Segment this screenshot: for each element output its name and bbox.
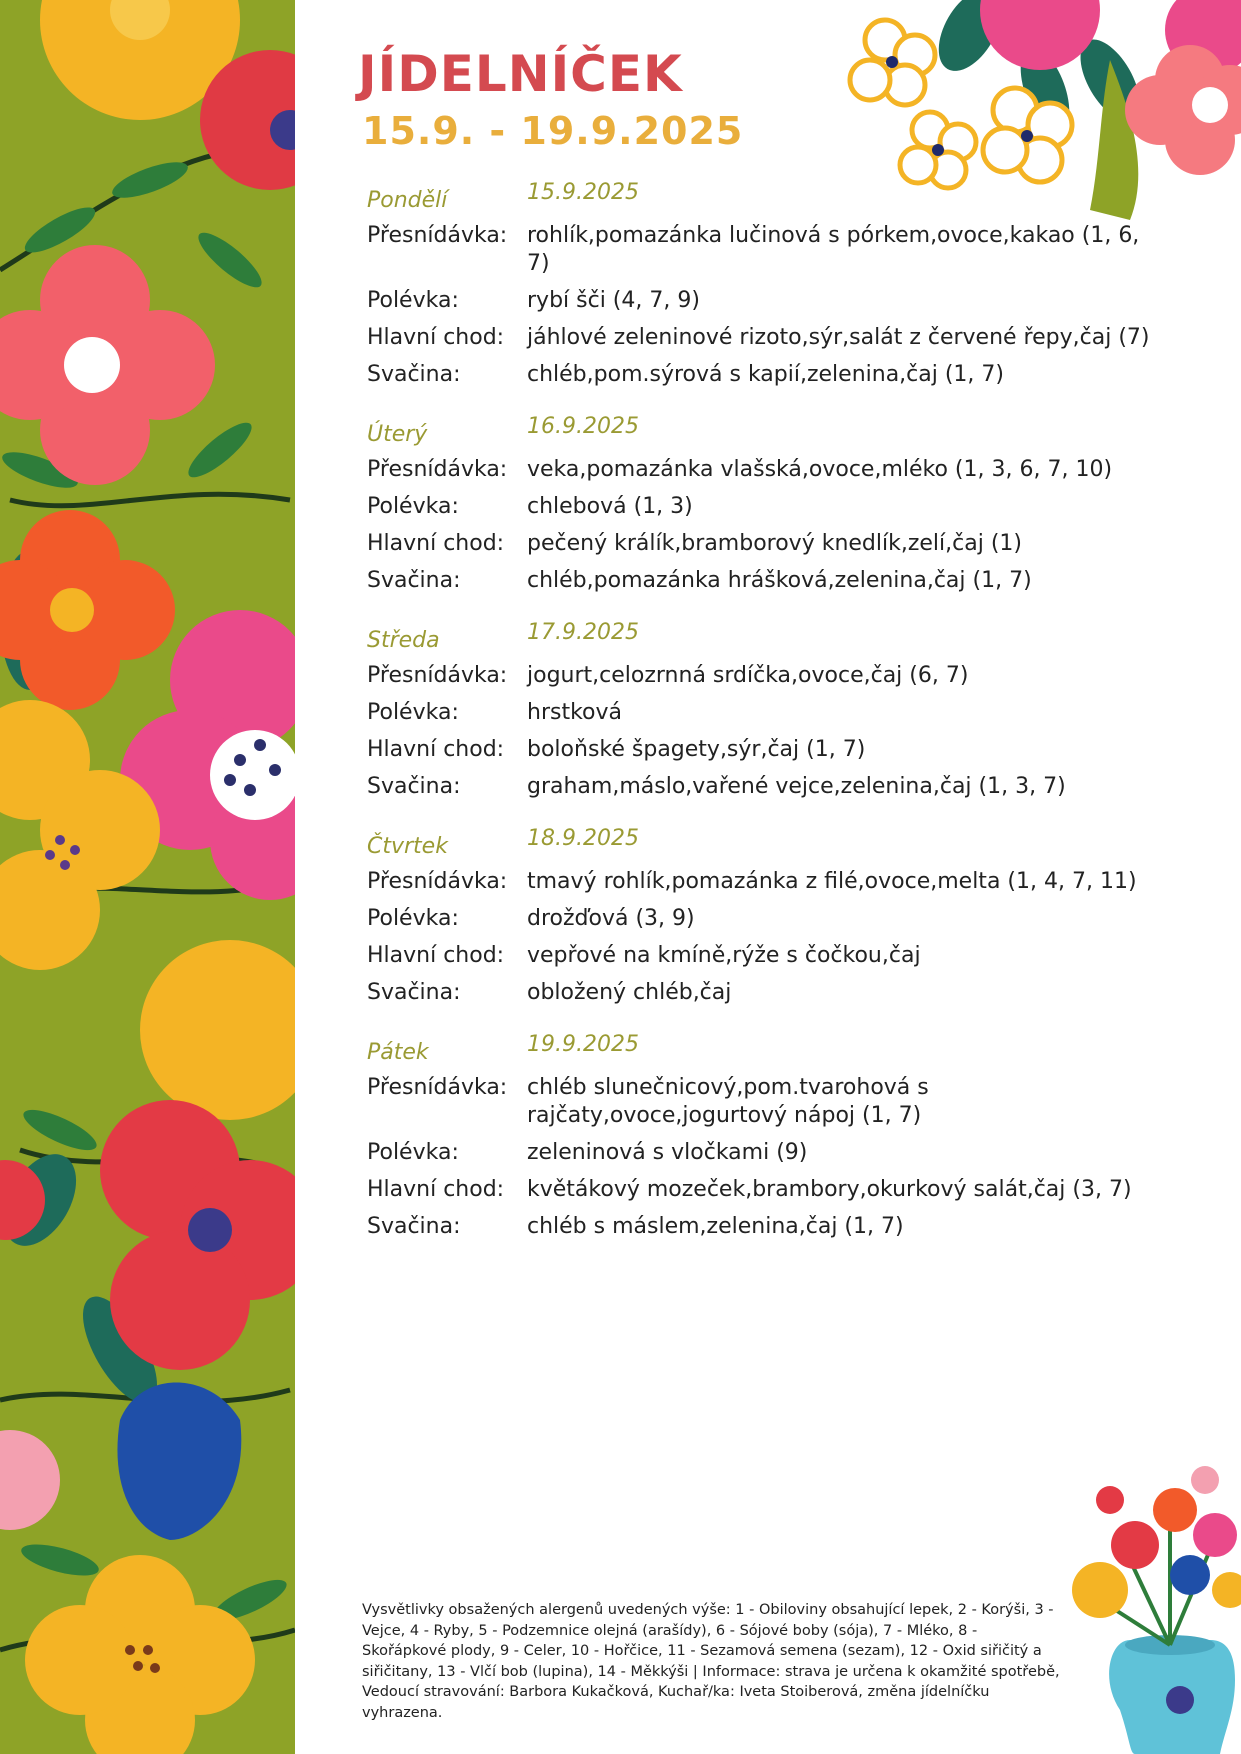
meal-text: tmavý rohlík,pomazánka z filé,ovoce,melta (1, 4, 7, 11) <box>527 869 1137 894</box>
meal-label: Hlavní chod: <box>367 737 505 762</box>
page-title: JÍDELNÍČEK <box>358 45 683 103</box>
meal-label: Polévka: <box>367 1140 459 1165</box>
meal-text: chléb slunečnicový,pom.tvarohová s rajčaty,ovoce,jogurtový nápoj (1, 7) <box>527 1075 929 1128</box>
meal-row-snack-morning <box>367 662 1157 690</box>
meal-label: Přesnídávka: <box>367 663 508 688</box>
meal-label: Polévka: <box>367 494 459 519</box>
meal-text: veka,pomazánka vlašská,ovoce,mléko (1, 3, 6, 7, 10) <box>527 457 1113 482</box>
meal-text: jáhlové zeleninové rizoto,sýr,salát z červené řepy,čaj (7) <box>527 325 1150 350</box>
meal-text: jogurt,celozrnná srdíčka,ovoce,čaj (6, 7) <box>527 663 969 688</box>
day-date: 15.9.2025 <box>527 180 639 205</box>
day-section-friday <box>367 1032 1157 1241</box>
meal-text: chlebová (1, 3) <box>527 494 693 519</box>
meal-label: Svačina: <box>367 774 461 799</box>
meal-label: Svačina: <box>367 362 461 387</box>
meal-text: chléb,pom.sýrová s kapií,zelenina,čaj (1, 7) <box>527 362 1004 387</box>
meal-label: Polévka: <box>367 906 459 931</box>
meal-label: Hlavní chod: <box>367 1177 505 1202</box>
meal-text: květákový mozeček,brambory,okurkový salát,čaj (3, 7) <box>527 1177 1132 1202</box>
day-name: Úterý <box>367 422 428 447</box>
meal-label: Přesnídávka: <box>367 1075 508 1100</box>
meal-row-snack-morning <box>367 868 1157 896</box>
meal-row-soup <box>367 905 1157 933</box>
flower-bouquet-bottom-right <box>1040 1440 1241 1754</box>
meal-row-main-course <box>367 530 1157 558</box>
meal-label: Polévka: <box>367 700 459 725</box>
day-heading <box>367 1032 1157 1074</box>
meal-row-snack-afternoon <box>367 979 1157 1007</box>
floral-border-left <box>0 0 295 1754</box>
bouquet-vase-illustration <box>1040 1440 1241 1754</box>
day-heading <box>367 180 1157 222</box>
meal-text: chléb,pomazánka hrášková,zelenina,čaj (1, 7) <box>527 568 1032 593</box>
meal-text: rohlík,pomazánka lučinová s pórkem,ovoce,kakao (1, 6, 7) <box>527 223 1140 276</box>
day-date: 19.9.2025 <box>527 1032 639 1057</box>
meal-label: Přesnídávka: <box>367 457 508 482</box>
day-section-tuesday <box>367 414 1157 595</box>
floral-pattern-illustration <box>0 0 295 1754</box>
menu-days <box>367 180 1157 1266</box>
day-date: 17.9.2025 <box>527 620 639 645</box>
day-date: 16.9.2025 <box>527 414 639 439</box>
meal-label: Hlavní chod: <box>367 325 505 350</box>
meal-label: Svačina: <box>367 1214 461 1239</box>
meal-row-main-course <box>367 942 1157 970</box>
meal-label: Polévka: <box>367 288 459 313</box>
day-name: Pondělí <box>367 188 448 213</box>
day-section-wednesday <box>367 620 1157 801</box>
allergen-legend-note: Vysvětlivky obsažených alergenů uvedených výše: 1 - Obiloviny obsahující lepek, 2 - Korýši, 3 - Vejce, 4 - Ryby, 5 - Podzemnice olejná (arašídy), 6 - Sójové boby (sója), 7 - Mléko, 8 - Skořápkové plody, 9 - Celer, 10 - Hořčice, 11 - Sezamová semena (sezam), 12 - Oxid siřičitý a siřičitany, 13 - Vlčí bob (lupina), 14 - Měkkýši | Informace: strava je určena k okamžité spotřebě, Vedoucí stravování: Barbora Kukačková, Kuchař/ka: Iveta Stoiberová, změna jídelníčku vyhrazena. <box>362 1602 1060 1721</box>
meal-text: vepřové na kmíně,rýže s čočkou,čaj <box>527 943 921 968</box>
day-heading <box>367 620 1157 662</box>
meal-row-snack-afternoon <box>367 567 1157 595</box>
meal-row-soup <box>367 493 1157 521</box>
meal-row-snack-afternoon <box>367 1213 1157 1241</box>
meal-row-snack-morning <box>367 222 1157 278</box>
day-heading <box>367 826 1157 868</box>
meal-text: pečený králík,bramborový knedlík,zelí,čaj (1) <box>527 531 1022 556</box>
day-name: Středa <box>367 628 440 653</box>
meal-label: Hlavní chod: <box>367 531 505 556</box>
day-date: 18.9.2025 <box>527 826 639 851</box>
meal-text: rybí šči (4, 7, 9) <box>527 288 700 313</box>
day-section-monday <box>367 180 1157 389</box>
meal-text: graham,máslo,vařené vejce,zelenina,čaj (1, 3, 7) <box>527 774 1066 799</box>
meal-row-soup <box>367 699 1157 727</box>
day-name: Čtvrtek <box>367 834 448 859</box>
meal-label: Přesnídávka: <box>367 223 508 248</box>
meal-text: drožďová (3, 9) <box>527 906 695 931</box>
meal-row-snack-afternoon <box>367 361 1157 389</box>
week-date-range: 15.9. - 19.9.2025 <box>362 109 744 153</box>
meal-text: boloňské špagety,sýr,čaj (1, 7) <box>527 737 866 762</box>
day-heading <box>367 414 1157 456</box>
meal-text: zeleninová s vločkami (9) <box>527 1140 808 1165</box>
meal-label: Přesnídávka: <box>367 869 508 894</box>
meal-row-main-course <box>367 324 1157 352</box>
meal-row-snack-morning <box>367 456 1157 484</box>
meal-text: chléb s máslem,zelenina,čaj (1, 7) <box>527 1214 904 1239</box>
meal-row-main-course <box>367 736 1157 764</box>
meal-text: obložený chléb,čaj <box>527 980 732 1005</box>
meal-row-main-course <box>367 1176 1157 1204</box>
day-name: Pátek <box>367 1040 429 1065</box>
meal-row-snack-afternoon <box>367 773 1157 801</box>
meal-label: Svačina: <box>367 980 461 1005</box>
meal-text: hrstková <box>527 700 622 725</box>
meal-row-snack-morning <box>367 1074 1157 1130</box>
meal-row-soup <box>367 1139 1157 1167</box>
meal-label: Svačina: <box>367 568 461 593</box>
meal-label: Hlavní chod: <box>367 943 505 968</box>
day-section-thursday <box>367 826 1157 1007</box>
meal-row-soup <box>367 287 1157 315</box>
